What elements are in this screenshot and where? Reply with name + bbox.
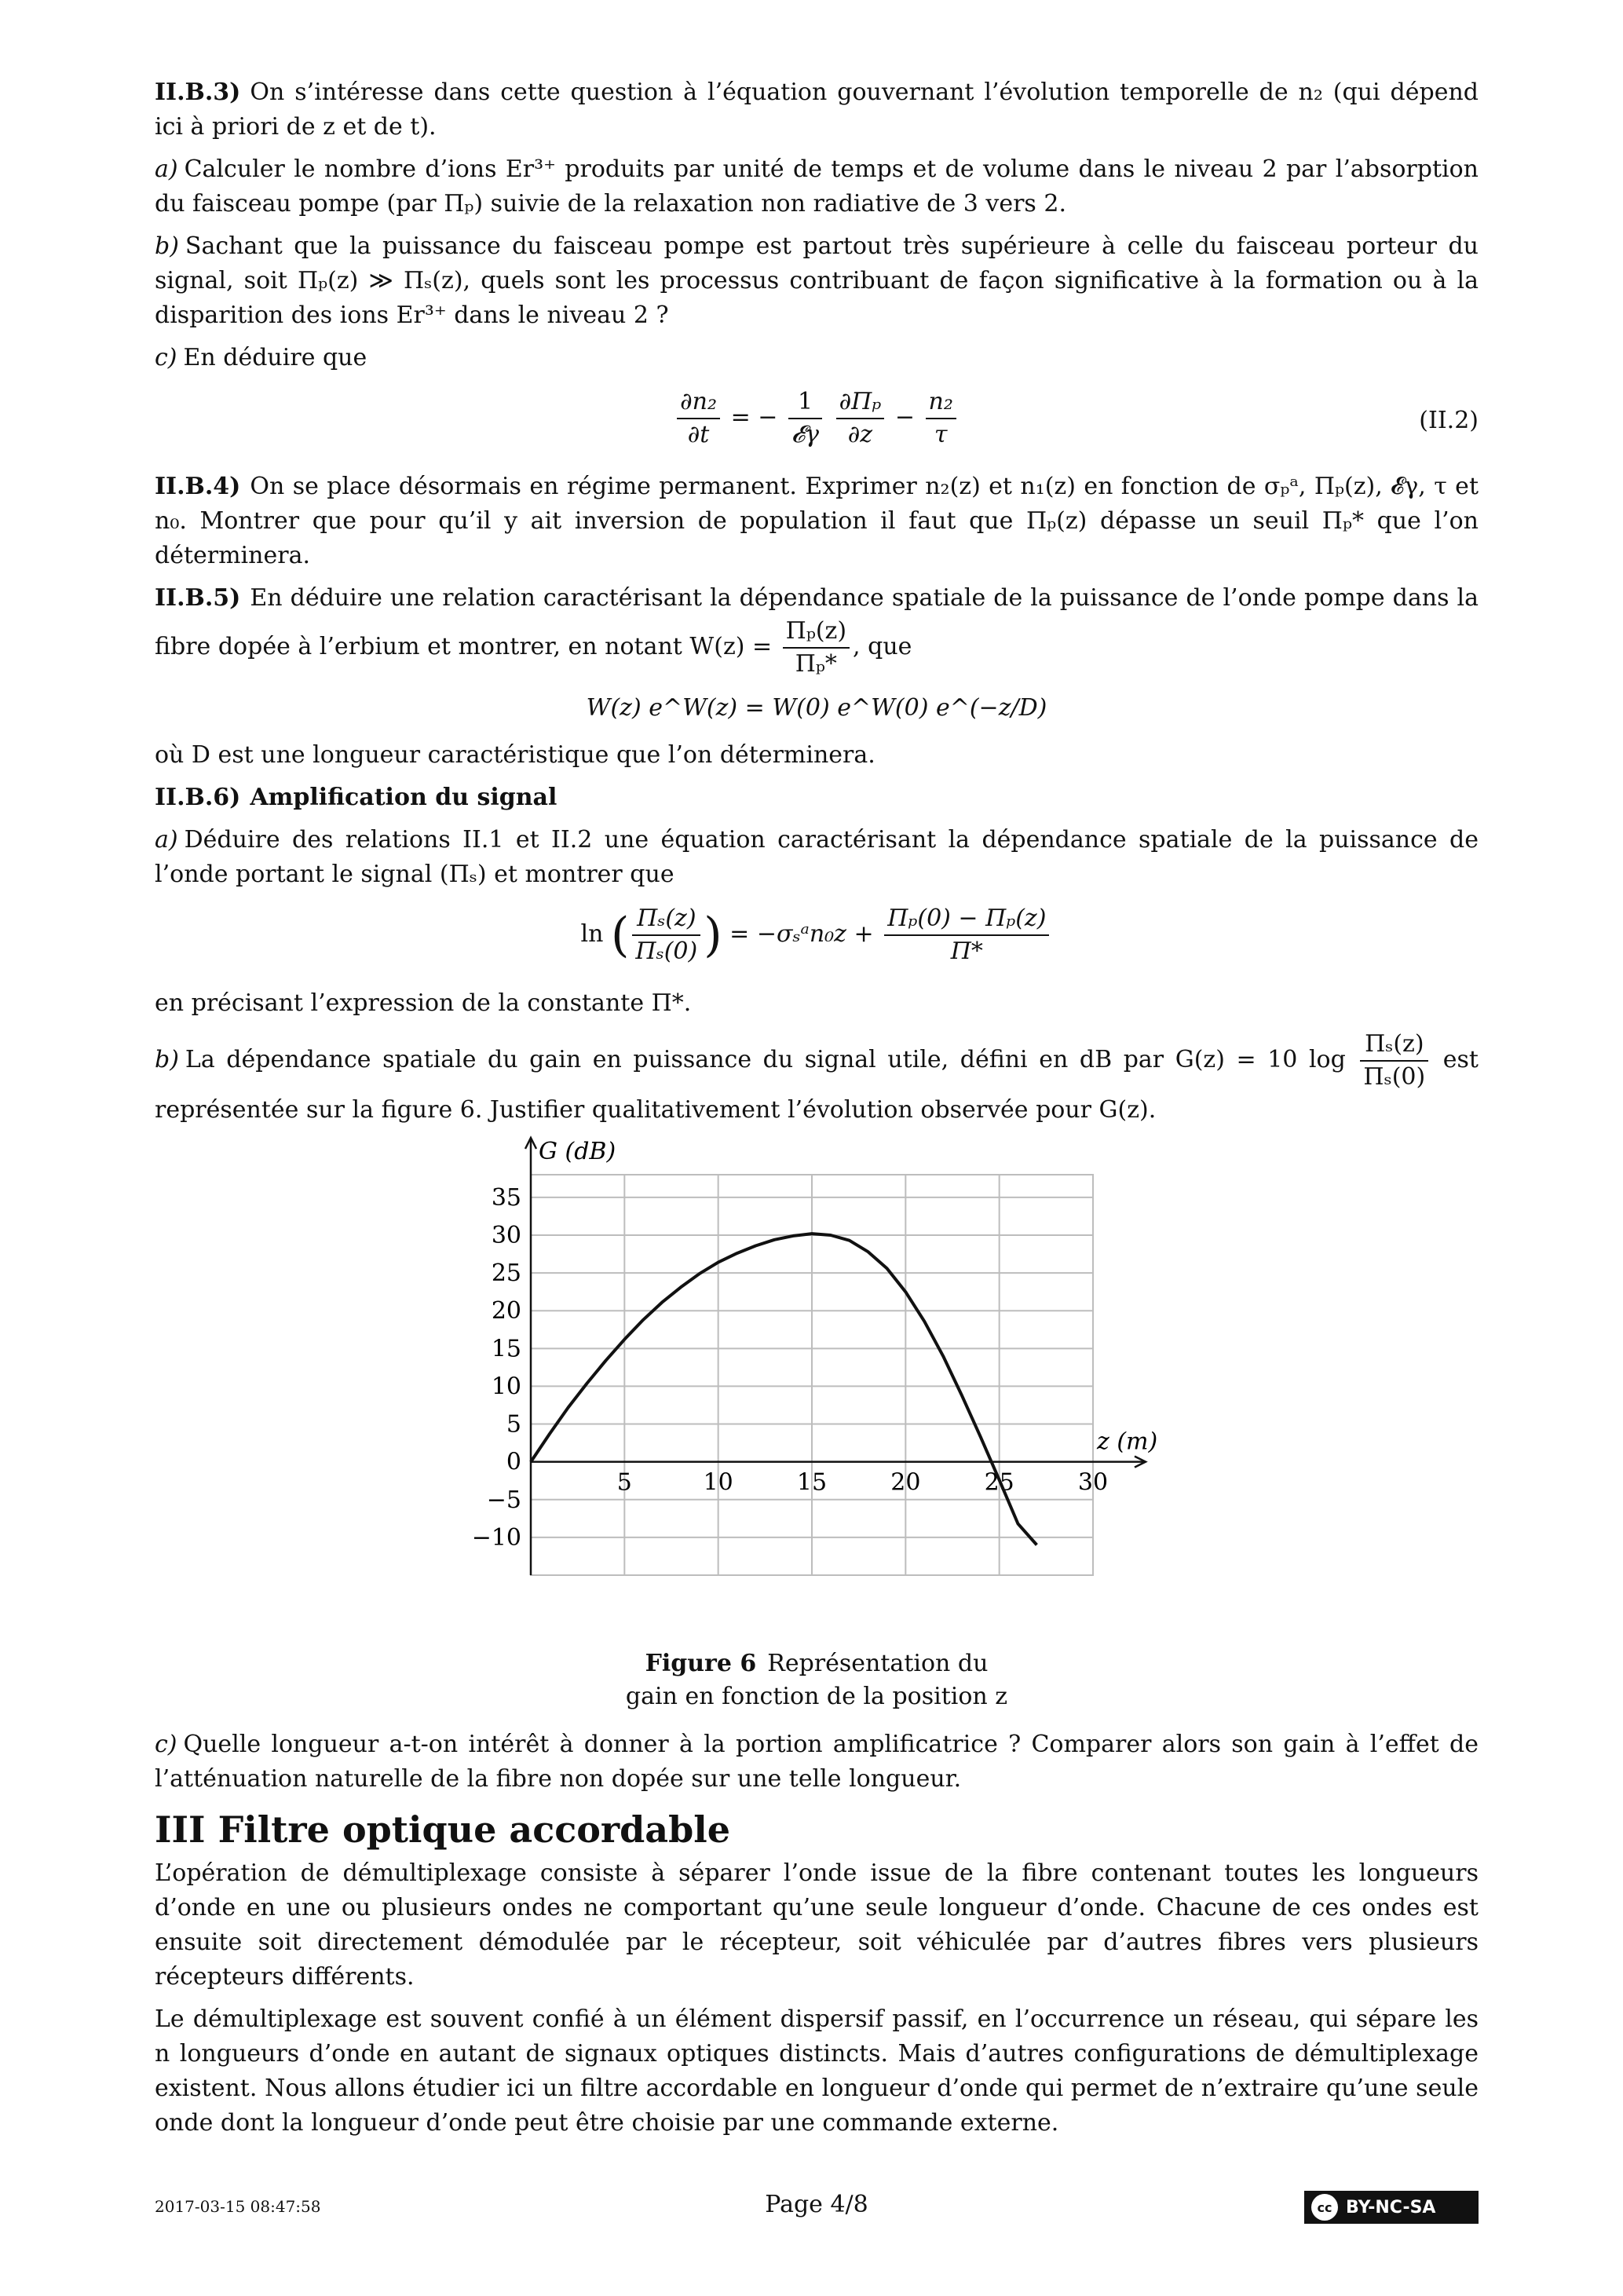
q6-b: b) La dépendance spatiale du gain en puissance du signal utile, défini en dB par G(z) = 10 log $\frac{\text{Πₛ(z)}}{\text{Πₛ(0)}}$ est représentée sur la figure 6. Justifier qualitativement l’évolution observée pour G(z). (155, 1030, 1479, 1124)
q3-heading: II.B.3) (155, 79, 241, 106)
figure-caption: Figure 6 Représentation du gain en fonction de la position z (625, 1650, 1008, 1710)
y-tick-label: 35 (491, 1183, 521, 1212)
x-tick-label: 5 (616, 1468, 632, 1497)
q6-c: c) Quelle longueur a-t-on intérêt à donner à la portion amplificatrice ? Comparer alors son gain à l’effet de l’atténuation naturelle de la fibre non dopée sur une telle longueur. (155, 1731, 1479, 1793)
q6-title: II.B.6) Amplification du signal (155, 784, 557, 811)
section-3-title: III Filtre optique accordable (155, 1808, 731, 1851)
y-tick-label: 0 (506, 1448, 521, 1476)
equation-II2: $\frac{\text{∂n₂}}{\partial t}$ = − $\frac{1}{\text{𝓔γ}}$ $\frac{\text{∂Πₚ}}{\partial z}$ − $\frac{\text{n₂}}{\tau}$ (II.2) (155, 386, 1479, 457)
equation-number: (II.2) (1419, 407, 1479, 434)
y-tick-label: 30 (491, 1221, 521, 1249)
x-axis-label: z (m) (1097, 1428, 1158, 1456)
q4: II.B.4) On se place désormais en régime permanent. Exprimer n₂(z) et n₁(z) en fonction de σₚᵃ, Πₚ(z), 𝓔γ, τ et n₀. Montrer que pour qu’il y ait inversion de population il faut que Πₚ(z) dépasse un seuil Πₚ* que l’on déterminera. (155, 473, 1479, 569)
equation-W: W(z) e^W(z) = W(0) e^W(0) e^(−z/D) (586, 694, 1047, 722)
y-tick-label: 10 (491, 1373, 521, 1401)
y-tick-label: 25 (491, 1260, 521, 1288)
timestamp: 2017-03-15 08:47:58 (155, 2197, 321, 2216)
q5-end: où D est une longueur caractéristique que l’on déterminera. (155, 741, 875, 769)
cc-icon: cc (1311, 2194, 1338, 2221)
q6-a-after: en précisant l’expression de la constante Π*. (155, 989, 692, 1017)
q6-a: a) Déduire des relations II.1 et II.2 une équation caractérisant la dépendance spatiale de la puissance de l’onde portant le signal (Πₛ) et montrer que (155, 826, 1479, 888)
series-line-gain (531, 1234, 1036, 1545)
x-tick-label: 20 (890, 1468, 921, 1497)
q3-c: c) En déduire que (155, 344, 367, 371)
figure-6 (155, 1135, 1479, 1654)
x-tick-label: 15 (796, 1468, 828, 1497)
equation-ln: ln ( $\frac{\text{Πₛ(z)}}{\text{Πₛ(0)}}$ ) = −σₛᵃn₀z + $\frac{\text{Πₚ(0) − Πₚ(z)}}{\Pi*}$ (155, 903, 1479, 974)
footer (155, 2191, 1479, 2225)
q3-b: b) Sachant que la puissance du faisceau pompe est partout très supérieure à celle du faisceau porteur du signal, soit Πₚ(z) ≫ Πₛ(z), quels sont les processus contribuant de façon significative à la formation ou à la disparition des ions Er³⁺ dans le niveau 2 ? (155, 232, 1479, 329)
q4-heading: II.B.4) (155, 473, 241, 500)
section-3-p1: L’opération de démultiplexage consiste à séparer l’onde issue de la fibre contenant toutes les longueurs d’onde en une ou plusieurs ondes ne comportant qu’une seule longueur d’onde. Chacune de ces ondes est ensuite soit directement démodulée par le récepteur, soit véhiculée par d’autres fibres vers plusieurs récepteurs différents. (155, 1859, 1479, 1991)
y-tick-label: −5 (486, 1486, 521, 1514)
q5: II.B.5) En déduire une relation caractérisant la dépendance spatiale de la puissance de l’onde pompe dans la fibre dopée à l’erbium et montrer, en notant W(z) = $\frac{\text{Πₚ(z)}}{\text{Πₚ*}}$ , que (155, 584, 1479, 678)
y-tick-label: 15 (491, 1335, 521, 1363)
x-tick-label: 10 (703, 1468, 733, 1497)
q3-intro: II.B.3) On s’intéresse dans cette question à l’équation gouvernant l’évolution temporelle de n₂ (qui dépend ici à priori de z et de t). (155, 79, 1479, 141)
x-tick-label: 25 (984, 1468, 1014, 1497)
page-number: Page 4/8 (765, 2191, 868, 2218)
y-tick-label: 5 (506, 1410, 521, 1439)
y-tick-label: −10 (471, 1523, 521, 1552)
q5-heading: II.B.5) (155, 584, 241, 612)
q3-a: a) Calculer le nombre d’ions Er³⁺ produits par unité de temps et de volume dans le niveau 2 par l’absorption du faisceau pompe (par Πₚ) suivie de la relaxation non radiative de 3 vers 2. (155, 155, 1479, 218)
gain-chart (155, 1135, 1479, 1654)
license-badge[interactable]: cc BY-NC-SA (1304, 2191, 1479, 2224)
section-3-p2: Le démultiplexage est souvent confié à un élément dispersif passif, en l’occurrence un réseau, qui sépare les n longueurs d’onde en autant de signaux optiques distincts. Mais d’autres configurations de démultiplexage existent. Nous allons étudier ici un filtre accordable en longueur d’onde qui permet de n’extraire qu’une seule onde dont la longueur d’onde peut être choisie par une commande externe. (155, 2005, 1479, 2137)
x-tick-label: 30 (1077, 1468, 1109, 1497)
page-content (155, 75, 1479, 2148)
y-tick-label: 20 (491, 1297, 521, 1325)
q6-heading: II.B.6) (155, 784, 241, 811)
figure-label: Figure 6 (645, 1650, 757, 1677)
y-axis-label: G (dB) (539, 1138, 616, 1165)
